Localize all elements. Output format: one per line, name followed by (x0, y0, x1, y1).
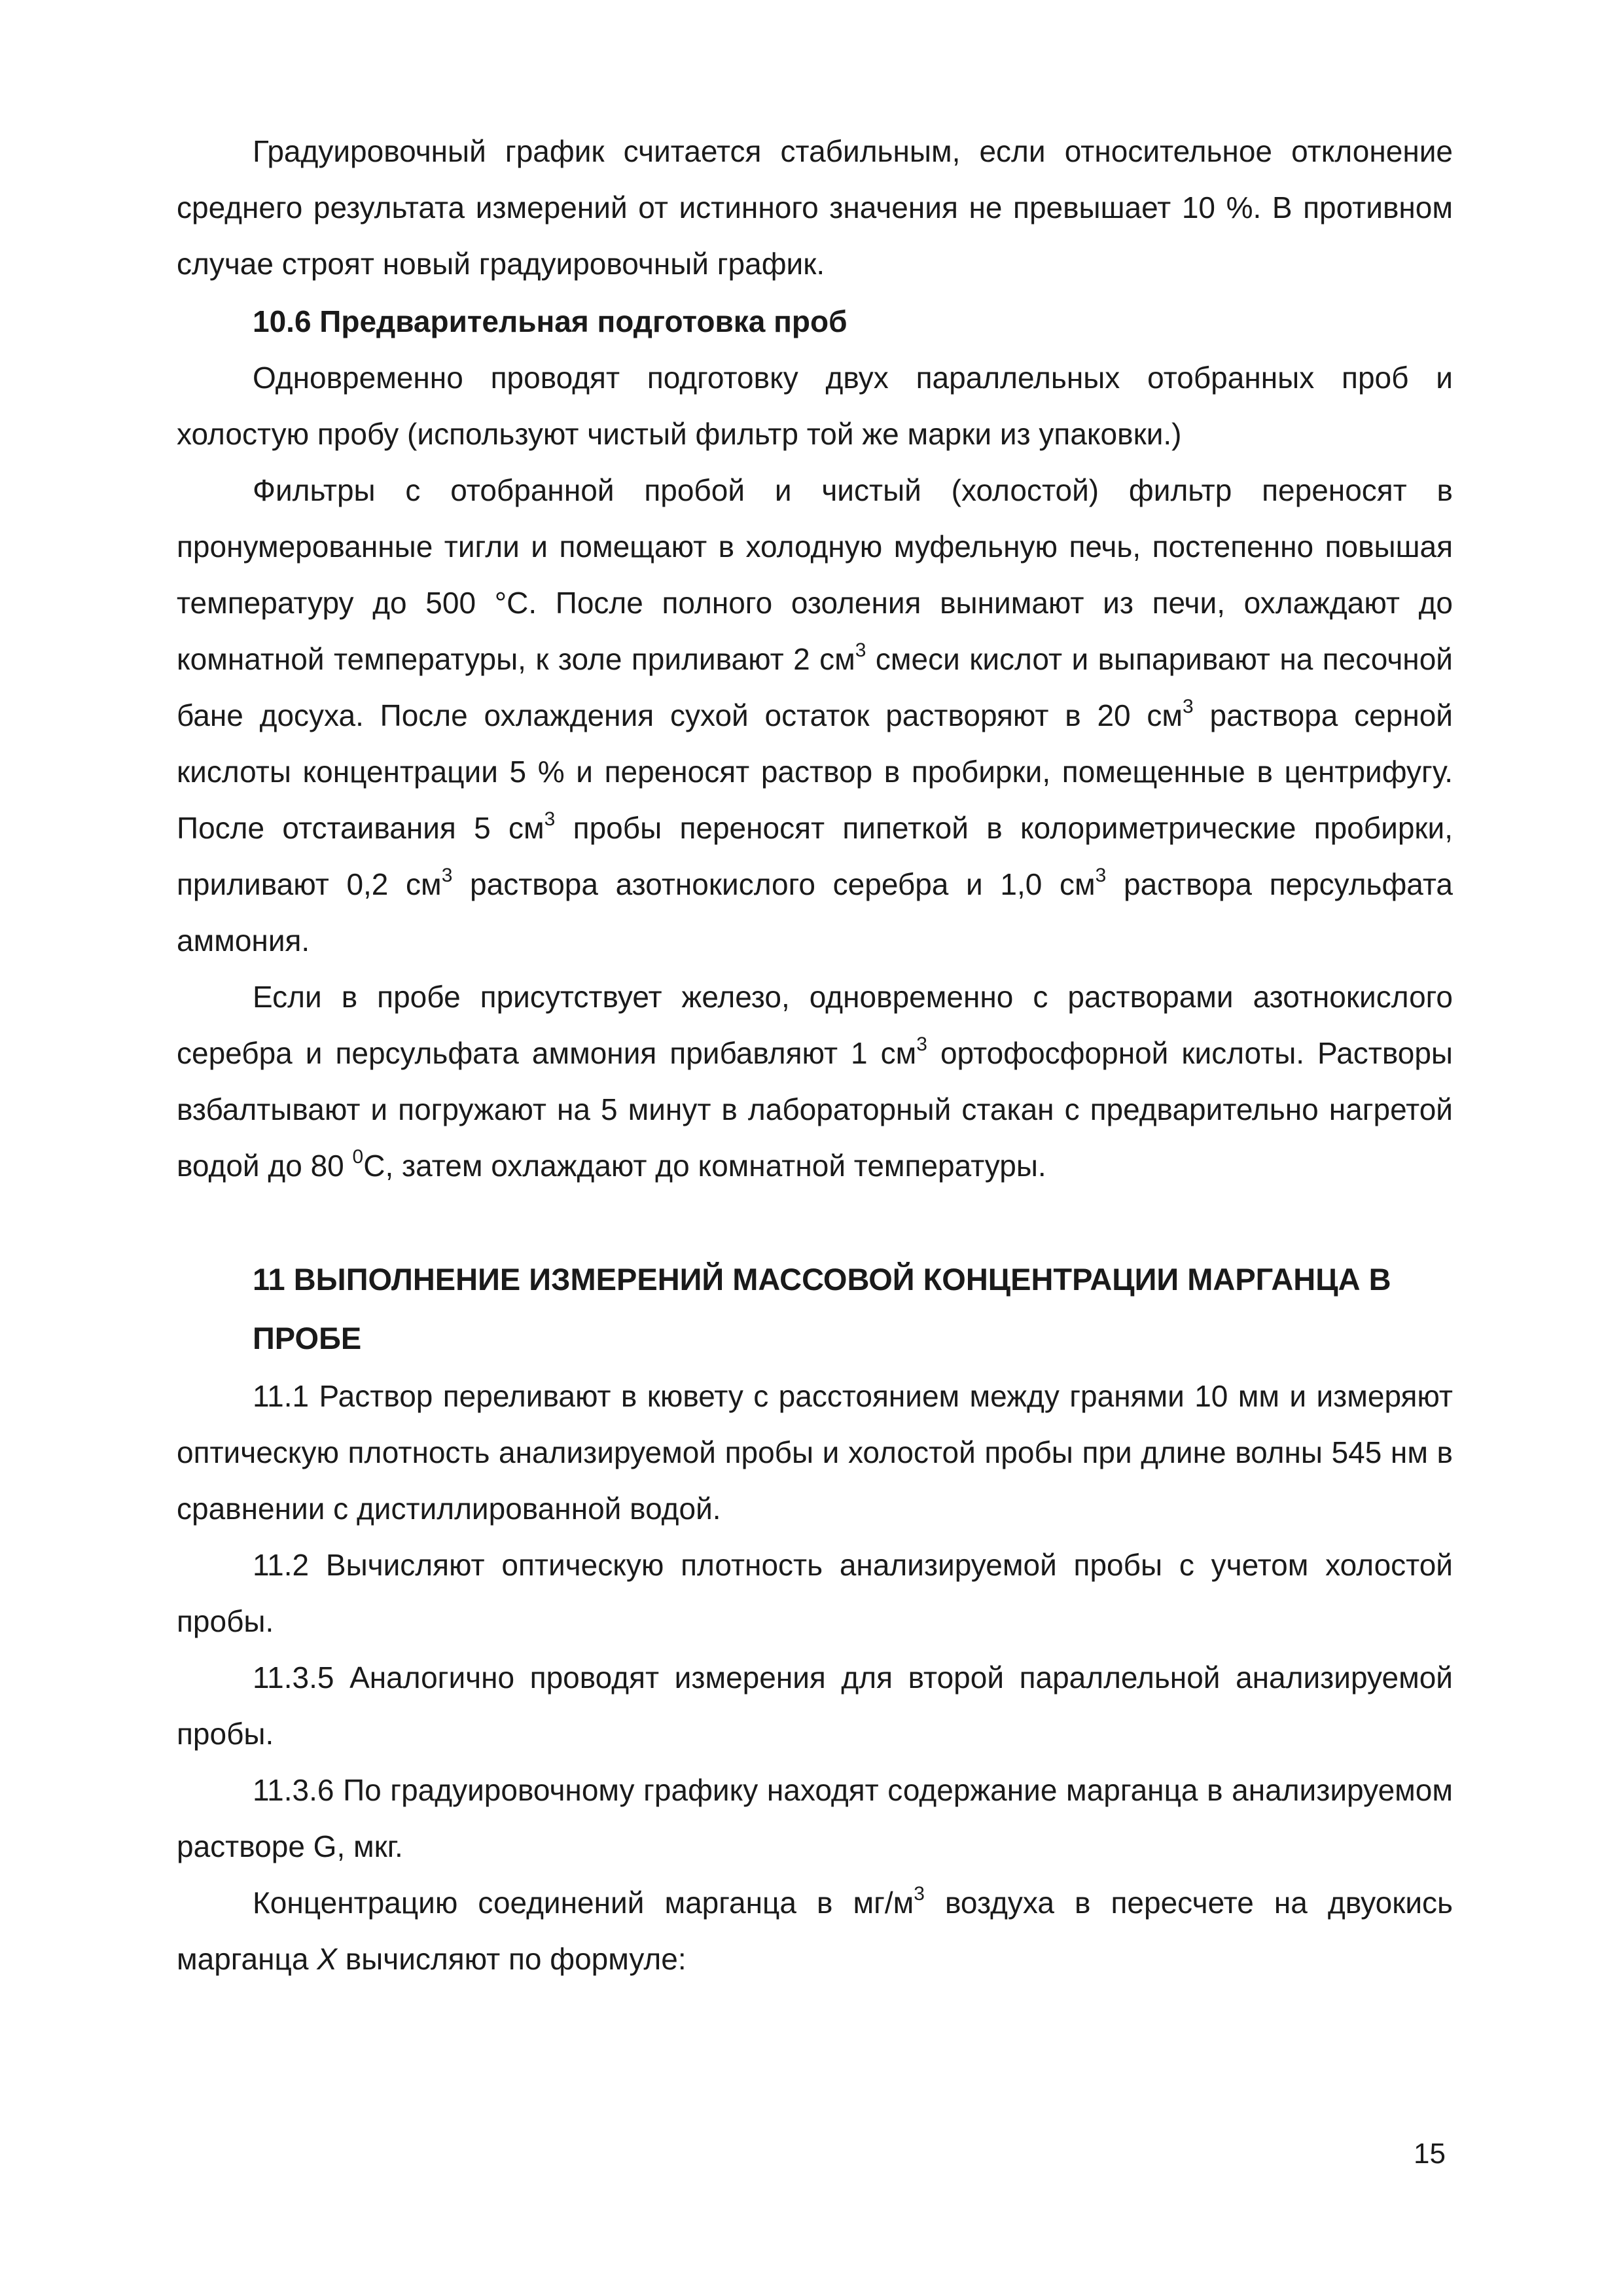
superscript-3: 3 (441, 864, 453, 886)
paragraph-parallel-samples: Одновременно проводят подготовку двух параллельных отобранных проб и холостую пробу (используют чистый фильтр той же марки из упаковки.) (177, 361, 1453, 451)
text-fragment: ортофосфорной кислоты. Растворы взбалтывают и погружают на 5 минут в лабораторный стакан с предварительно нагретой водой до 80 (177, 1036, 1453, 1183)
text-fragment: воздуха в пересчете на двуокись марганца (177, 1886, 1453, 1976)
subheading-10-6: 10.6 Предварительная подготовка проб (253, 304, 847, 338)
superscript-3: 3 (1095, 864, 1107, 886)
paragraph-11-3-5: 11.3.5 Аналогично проводят измерения для второй параллельной анализируемой пробы. (177, 1660, 1453, 1751)
paragraph-filter-ashing (177, 462, 1453, 969)
text-fragment: раствора серной кислоты концентрации 5 % и переносят раствор в пробирки, помещенные в центрифугу. После отстаивания 5 см (177, 698, 1454, 845)
paragraph-iron-presence (177, 969, 1453, 1194)
paragraph-11-3-6: 11.3.6 По градуировочному графику находят содержание марганца в анализируемом растворе G, мкг. (177, 1773, 1453, 1863)
text-fragment: Фильтры с отобранной пробой и чистый (холостой) фильтр переносят в пронумерованные тигли и помещают в холодную муфельную печь, постепенно повышая температуру до 500 °С. После полного озоления вынимают из печи, охлаждают до комнатной температуры, к золе приливают 2 см (177, 473, 1453, 676)
text-fragment: Если в пробе присутствует железо, одновременно с растворами азотнокислого серебра и персульфата аммония прибавляют 1 см (177, 980, 1453, 1070)
superscript-3: 3 (544, 808, 556, 830)
superscript-3: 3 (914, 1882, 925, 1905)
text-fragment: раствора азотнокислого серебра и 1,0 см (452, 867, 1096, 901)
paragraph-11-1: 11.1 Раствор переливают в кювету с расстоянием между гранями 10 мм и измеряют оптическую плотность анализируемой пробы и холостой пробы при длине волны 545 нм в сравнении с дистиллированной водой. (177, 1379, 1453, 1526)
text-fragment: пробы переносят пипеткой в колориметрические пробирки, приливают 0,2 см (177, 811, 1454, 901)
text-fragment: вычисляют по формуле: (336, 1942, 687, 1976)
text-fragment: смеси кислот и выпаривают на песочной бане досуха. После охлаждения сухой остаток растворяют в 20 см (177, 642, 1453, 732)
text-fragment: С, затем охлаждают до комнатной температуры. (363, 1149, 1046, 1183)
page-number: 15 (1414, 2138, 1446, 2170)
paragraph-concentration-formula-intro (177, 1874, 1453, 1987)
superscript-3: 3 (1183, 695, 1194, 717)
section-heading-11: 11 ВЫПОЛНЕНИЕ ИЗМЕРЕНИЙ МАССОВОЙ КОНЦЕНТРАЦИИ МАРГАНЦА В ПРОБЕ (253, 1262, 1391, 1355)
superscript-0: 0 (352, 1145, 364, 1168)
text-fragment: раствора персульфата аммония. (177, 867, 1453, 958)
text-fragment: Концентрацию соединений марганца в мг/м (253, 1886, 914, 1920)
variable-x: X (317, 1942, 337, 1976)
superscript-3: 3 (855, 639, 866, 661)
paragraph-11-2: 11.2 Вычисляют оптическую плотность анализируемой пробы с учетом холостой пробы. (177, 1548, 1453, 1638)
superscript-3: 3 (916, 1033, 927, 1055)
document-page (177, 123, 1453, 1987)
paragraph-calibration-stability: Градуировочный график считается стабильным, если относительное отклонение среднего результата измерений от истинного значения не превышает 10 %. В противном случае строят новый градуировочный график. (177, 134, 1453, 281)
